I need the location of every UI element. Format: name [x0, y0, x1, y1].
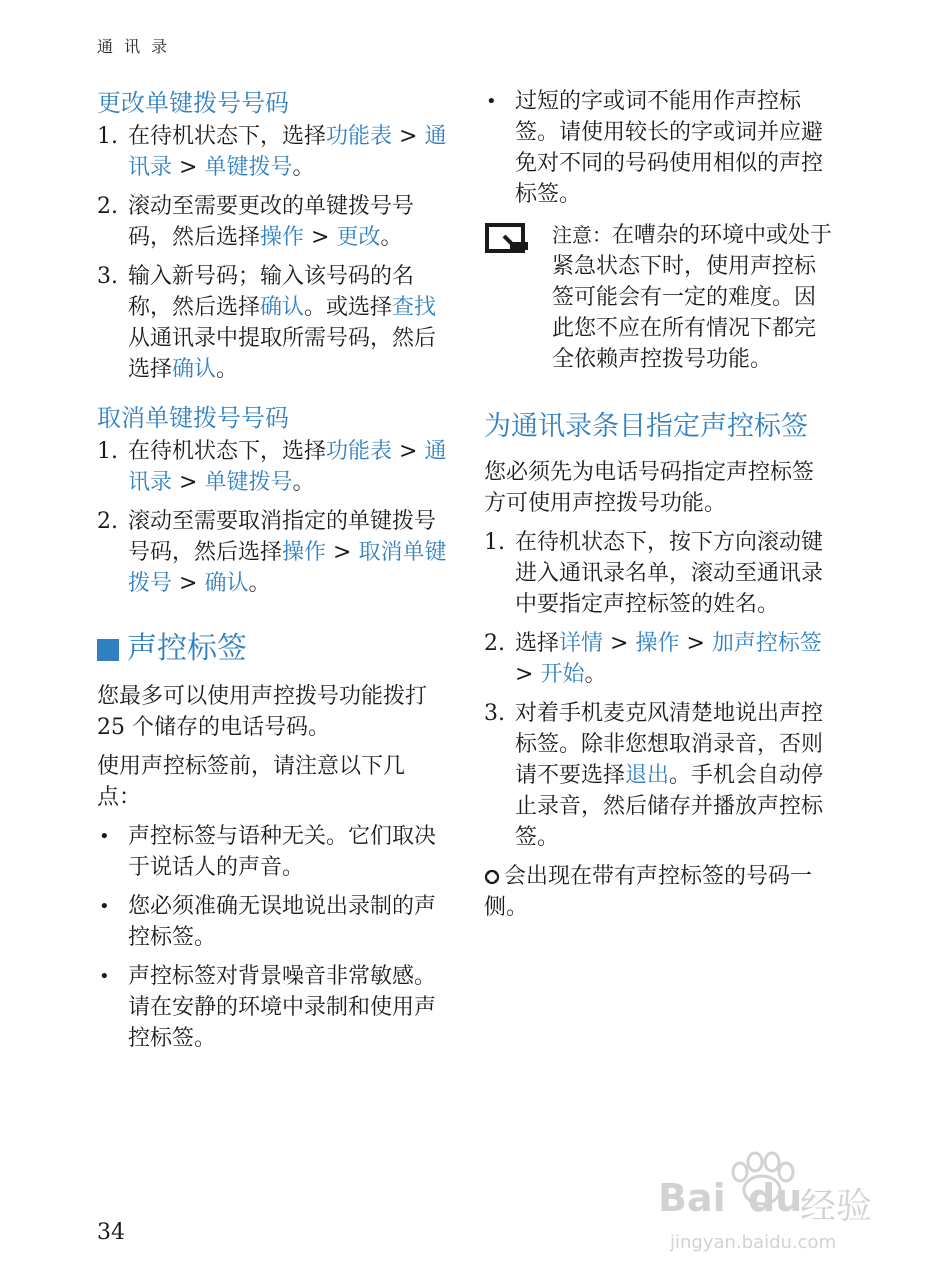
separator: >: [172, 571, 205, 596]
step-number: 2.: [97, 194, 118, 219]
step-text: 对着手机麦克风清楚地说出声控标签。除非您想取消录音，否则请不要选择: [515, 701, 824, 788]
step-text: 输入新号码；输入该号码的名称，然后选择: [128, 264, 415, 320]
menu-link-confirm: 确认: [204, 571, 249, 596]
change-speed-dial-steps: [97, 121, 447, 385]
note-text: 在嘈杂的环境中或处于紧急状态下时，使用声控标签可能会有一定的难度。因此您不应在所有情况下都完全依赖声控拨号功能。: [552, 223, 833, 372]
paragraph: [484, 861, 834, 923]
separator: >: [392, 439, 425, 464]
paragraph: 使用声控标签前，请注意以下几点：: [97, 754, 406, 810]
step-text-end: 。手机会自动停止录音，然后储存并播放声控标签。: [515, 763, 824, 850]
separator: >: [304, 225, 337, 250]
step-text-end: 。: [380, 225, 403, 250]
running-header: 通 讯 录: [97, 37, 171, 56]
list-item: [97, 961, 447, 1054]
list-item: [484, 86, 834, 210]
list-item: [97, 436, 447, 498]
bullet-text: 声控标签对背景噪音非常敏感。请在安静的环境中录制和使用声控标签。: [128, 964, 437, 1051]
menu-link-options: 操作: [260, 225, 305, 250]
assign-voice-tag-steps: [484, 527, 834, 853]
step-text-end: 。: [292, 470, 315, 495]
step-text: 滚动至需要更改的单键拨号号码，然后选择: [128, 194, 415, 250]
list-item: [97, 191, 447, 253]
right-column: [484, 86, 834, 923]
separator: >: [392, 124, 425, 149]
separator: >: [172, 155, 205, 180]
section-title-voice-tags: [97, 629, 447, 669]
voice-tag-notes: [97, 821, 447, 1054]
voice-tag-icon-caption: 会出现在带有声控标签的号码一侧。: [484, 864, 813, 920]
menu-link-add-voice-tag: 加声控标签: [711, 631, 822, 656]
section-title-assign-voice-tag: 为通讯录条目指定声控标签: [484, 411, 808, 442]
section-marker-square: [97, 639, 119, 661]
watermark-jingyan: 经验: [800, 1186, 873, 1227]
bullet-text: 过短的字或词不能用作声控标签。请使用较长的字或词并应避免对不同的号码使用相似的声控标签。: [515, 89, 824, 207]
menu-link-start: 开始: [540, 662, 585, 687]
menu-link-speed-dial: 单键拨号: [204, 155, 293, 180]
baidu-watermark: [630, 1150, 900, 1260]
list-item: [97, 261, 447, 385]
step-text-end: 。: [584, 662, 607, 687]
menu-link-function-table: 功能表: [326, 439, 393, 464]
step-text-end: 。: [292, 155, 315, 180]
paragraph: 您最多可以使用声控拨号功能拨打 25 个储存的电话号码。: [97, 684, 428, 740]
separator: >: [172, 470, 205, 495]
menu-link-change: 更改: [336, 225, 381, 250]
watermark-brand-du: du: [748, 1176, 803, 1220]
step-text: 选择: [515, 631, 560, 656]
menu-link-cancel-speed-dial: 取消单键拨号: [128, 540, 447, 596]
menu-link-find: 查找: [392, 295, 437, 320]
menu-link-contacts: 通讯录: [128, 439, 447, 495]
note-box: [484, 220, 834, 375]
separator: >: [603, 631, 636, 656]
menu-link-speed-dial: 单键拨号: [204, 470, 293, 495]
step-text: 滚动至需要取消指定的单键拨号号码，然后选择: [128, 509, 437, 565]
list-item: [97, 821, 447, 883]
step-number: 3.: [484, 701, 505, 726]
step-text-end: 。: [248, 571, 271, 596]
separator: >: [326, 540, 359, 565]
list-item: [484, 628, 834, 690]
menu-link-details: 详情: [559, 631, 604, 656]
menu-link-function-table: 功能表: [326, 124, 393, 149]
list-item: [484, 527, 834, 620]
list-item: [97, 506, 447, 599]
page-number: 34: [97, 1220, 125, 1245]
step-number: 3.: [97, 264, 118, 289]
menu-link-confirm: 确认: [172, 357, 217, 382]
bullet-text: 您必须准确无误地说出录制的声控标签。: [128, 894, 437, 950]
bullet-marker: •: [99, 966, 110, 987]
menu-link-options: 操作: [282, 540, 327, 565]
list-item: [484, 698, 834, 853]
step-number: 2.: [97, 509, 118, 534]
separator: >: [515, 662, 541, 687]
voice-tag-icon: [484, 869, 500, 885]
step-text: 在待机状态下，按下方向滚动键进入通讯录名单，滚动至通讯录中要指定声控标签的姓名。: [515, 530, 824, 617]
bullet-text: 声控标签与语种无关。它们取决于说话人的声音。: [128, 824, 437, 880]
menu-link-confirm: 确认: [260, 295, 305, 320]
bullet-marker: •: [99, 896, 110, 917]
voice-tag-notes-continued: [484, 86, 834, 210]
step-number: 1.: [97, 124, 118, 149]
list-item: [97, 891, 447, 953]
cancel-speed-dial-steps: [97, 436, 447, 599]
menu-link-exit: 退出: [625, 763, 670, 788]
note-label: 注意：: [552, 223, 612, 247]
section-title-text: 声控标签: [127, 631, 247, 666]
step-text: 在待机状态下，选择: [128, 439, 327, 464]
step-text: 在待机状态下，选择: [128, 124, 327, 149]
left-column: [97, 86, 447, 1054]
watermark-url: jingyan.baidu.com: [670, 1232, 837, 1253]
menu-link-contacts: 通讯录: [128, 124, 447, 180]
menu-link-options: 操作: [635, 631, 680, 656]
list-item: [97, 121, 447, 183]
paragraph: 您必须先为电话号码指定声控标签方可使用声控拨号功能。: [484, 460, 815, 516]
step-number: 1.: [484, 530, 505, 555]
section-title-change-speed-dial: 更改单键拨号号码: [97, 89, 289, 117]
step-text-end: 。: [216, 357, 239, 382]
watermark-brand: Bai: [658, 1176, 726, 1220]
step-number: 1.: [97, 439, 118, 464]
step-text: 。或选择: [304, 295, 393, 320]
section-title-cancel-speed-dial: 取消单键拨号号码: [97, 404, 289, 432]
step-text: 从通讯录中提取所需号码，然后选择: [128, 326, 437, 382]
bullet-marker: •: [99, 826, 110, 847]
bullet-marker: •: [486, 91, 497, 112]
separator: >: [679, 631, 712, 656]
note-icon: [484, 222, 534, 254]
step-number: 2.: [484, 631, 505, 656]
